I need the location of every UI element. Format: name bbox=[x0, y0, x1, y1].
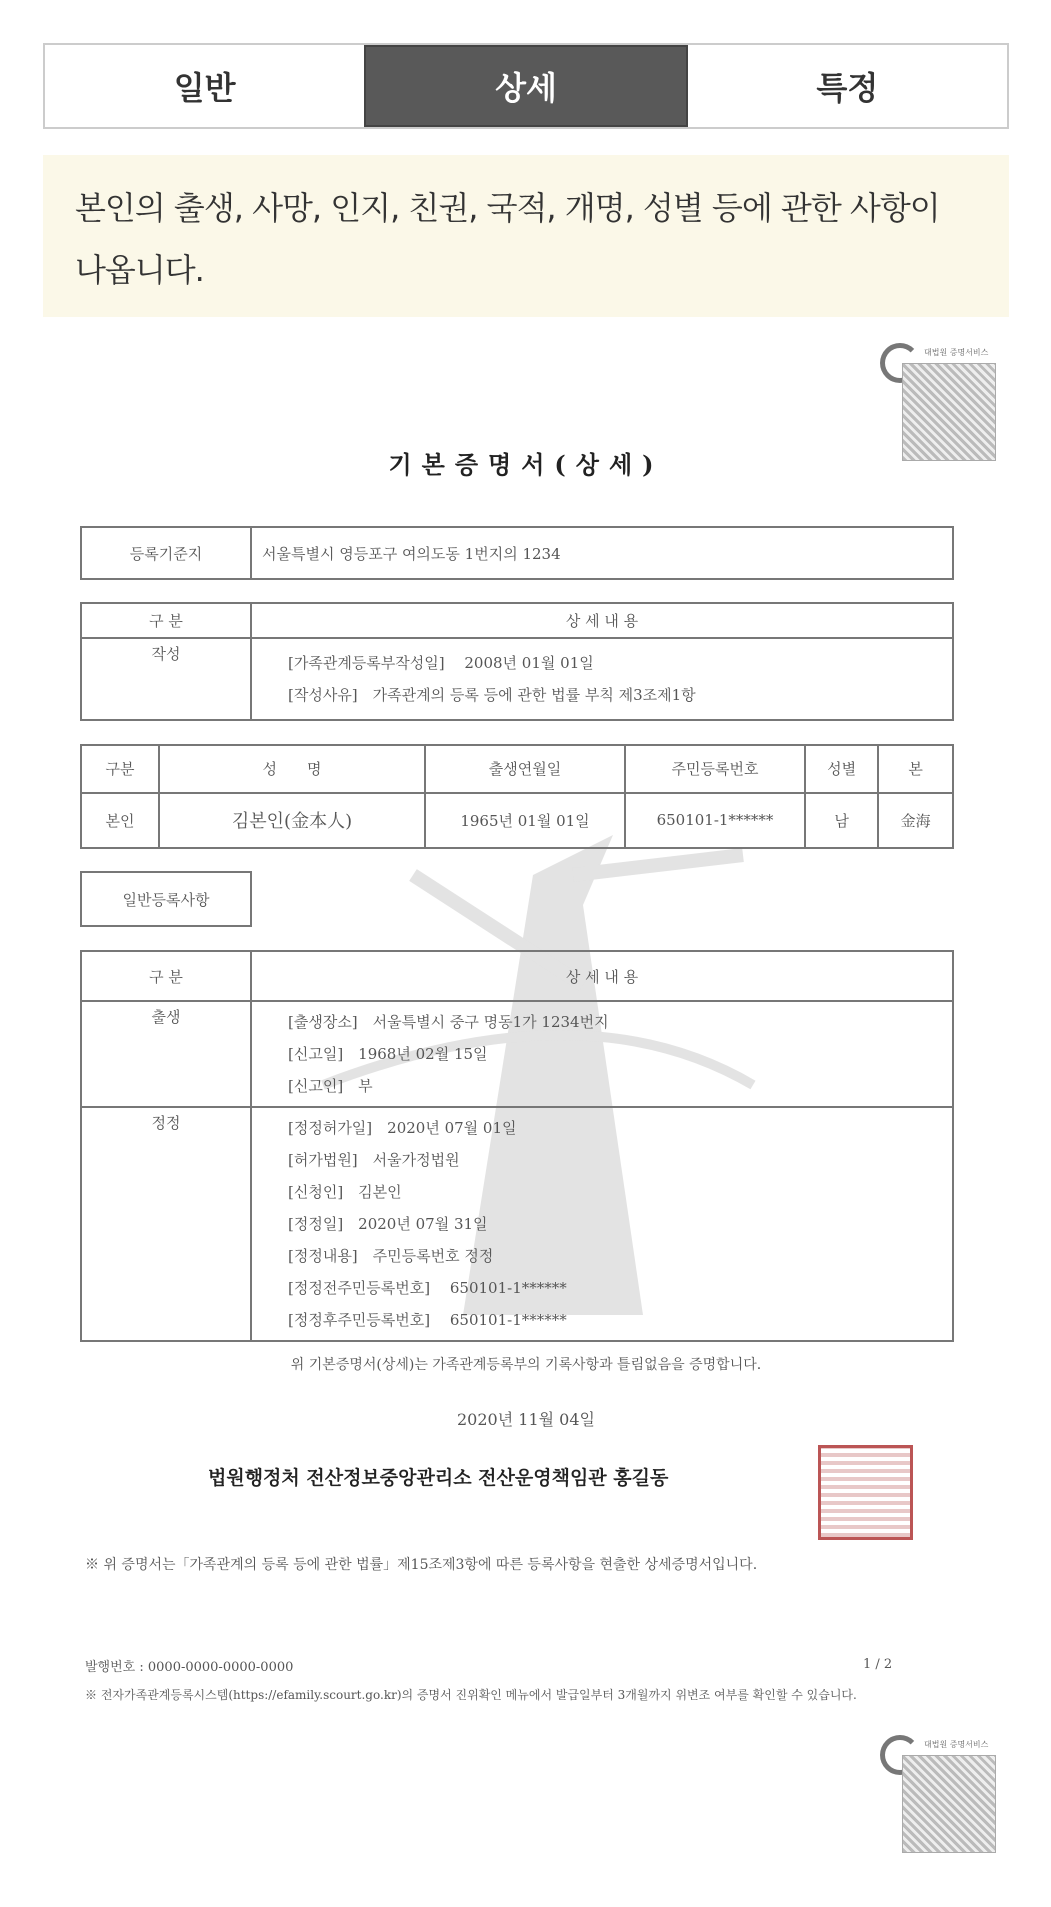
document-title: 기본증명서(상세) bbox=[388, 450, 664, 479]
registration-value: 서울특별시 영등포구 여의도동 1번지의 1234 bbox=[251, 527, 953, 579]
details-table bbox=[80, 950, 954, 1342]
certification-statement: 위 기본증명서(상세)는 가족관계등록부의 기록사항과 틀림없음을 증명합니다. bbox=[290, 1357, 762, 1373]
detail-category: 정정 bbox=[81, 1107, 251, 1341]
certificate-note: ※ 위 증명서는「가족관계의 등록 등에 관한 법률」제15조제3항에 따른 등록사항을 현출한 상세증명서입니다. bbox=[85, 1557, 758, 1573]
detail-line: [출생장소] 서울특별시 중구 명동1가 1234번지 bbox=[288, 1013, 609, 1031]
creation-line: [작성사유] 가족관계의 등록 등에 관한 법률 부칙 제3조제1항 bbox=[288, 685, 696, 704]
creation-line: [가족관계등록부작성일] 2008년 01월 01일 bbox=[288, 653, 594, 672]
header-category: 구 분 bbox=[81, 603, 251, 638]
header-detail: 상 세 내 용 bbox=[251, 951, 953, 1001]
person-cell: 본인 bbox=[81, 793, 159, 848]
person-origin: 金海 bbox=[878, 793, 953, 848]
person-header: 본 bbox=[878, 745, 953, 793]
person-header: 구분 bbox=[81, 745, 159, 793]
person-name: 김본인(金本人) bbox=[159, 793, 425, 848]
registration-table bbox=[80, 526, 954, 580]
person-gender: 남 bbox=[805, 793, 878, 848]
official-seal-icon bbox=[818, 1445, 913, 1540]
detail-line: [신고인] 부 bbox=[288, 1077, 373, 1095]
issue-number: 발행번호 : 0000-0000-0000-0000 bbox=[85, 1660, 294, 1675]
person-header: 성별 bbox=[805, 745, 878, 793]
person-table bbox=[80, 744, 954, 849]
person-header: 주민등록번호 bbox=[625, 745, 805, 793]
detail-line: [신청인] 김본인 bbox=[288, 1183, 402, 1201]
header-category: 구 분 bbox=[81, 951, 251, 1001]
detail-line: [정정일] 2020년 07월 31일 bbox=[288, 1215, 488, 1233]
tab-general[interactable]: 일반 bbox=[45, 45, 364, 127]
qr-code-image bbox=[902, 1755, 996, 1853]
detail-line: [정정내용] 주민등록번호 정정 bbox=[288, 1247, 494, 1265]
general-section-label: 일반등록사항 bbox=[81, 872, 251, 926]
page-number: 1 / 2 bbox=[863, 1657, 893, 1672]
issuer-signature: 법원행정처 전산정보중앙관리소 전산운영책임관 홍길동 bbox=[208, 1467, 669, 1489]
verification-note: ※ 전자가족관계등록시스템(https://efamily.scourt.go.kr)의 증명서 진위확인 메뉴에서 발급일부터 3개월까지 위변조 여부를 확인할 수 있습니다. bbox=[85, 1688, 857, 1702]
tab-detail[interactable]: 상세 bbox=[364, 45, 687, 127]
creation-table bbox=[80, 602, 954, 721]
detail-line: [정정전주민등록번호] 650101-1****** bbox=[288, 1279, 567, 1297]
person-header: 성 명 bbox=[159, 745, 425, 793]
detail-line: [정정후주민등록번호] 650101-1****** bbox=[288, 1311, 567, 1329]
header-detail: 상 세 내 용 bbox=[251, 603, 953, 638]
issue-date: 2020년 11월 04일 bbox=[457, 1410, 595, 1429]
qr-code bbox=[880, 1735, 998, 1855]
info-description: 본인의 출생, 사망, 인지, 친권, 국적, 개명, 성별 등에 관한 사항이 나옵니다. bbox=[43, 155, 1009, 317]
person-header: 출생연월일 bbox=[425, 745, 625, 793]
qr-label: 대법원 증명서비스 bbox=[924, 348, 989, 357]
person-id-number: 650101-1****** bbox=[625, 793, 805, 848]
person-birthdate: 1965년 01월 01일 bbox=[425, 793, 625, 848]
detail-line: [신고일] 1968년 02월 15일 bbox=[288, 1045, 488, 1063]
detail-category: 출생 bbox=[81, 1001, 251, 1107]
certificate-document bbox=[43, 335, 1009, 1907]
certificate-type-tabs bbox=[43, 43, 1009, 129]
detail-line: [허가법원] 서울가정법원 bbox=[288, 1151, 460, 1169]
creation-category: 작성 bbox=[81, 638, 251, 720]
detail-line: [정정허가일] 2020년 07월 01일 bbox=[288, 1119, 517, 1137]
general-section-label-box bbox=[80, 871, 252, 927]
registration-label: 등록기준지 bbox=[81, 527, 251, 579]
tab-specific[interactable]: 특정 bbox=[688, 45, 1007, 127]
qr-label: 대법원 증명서비스 bbox=[924, 1740, 989, 1749]
